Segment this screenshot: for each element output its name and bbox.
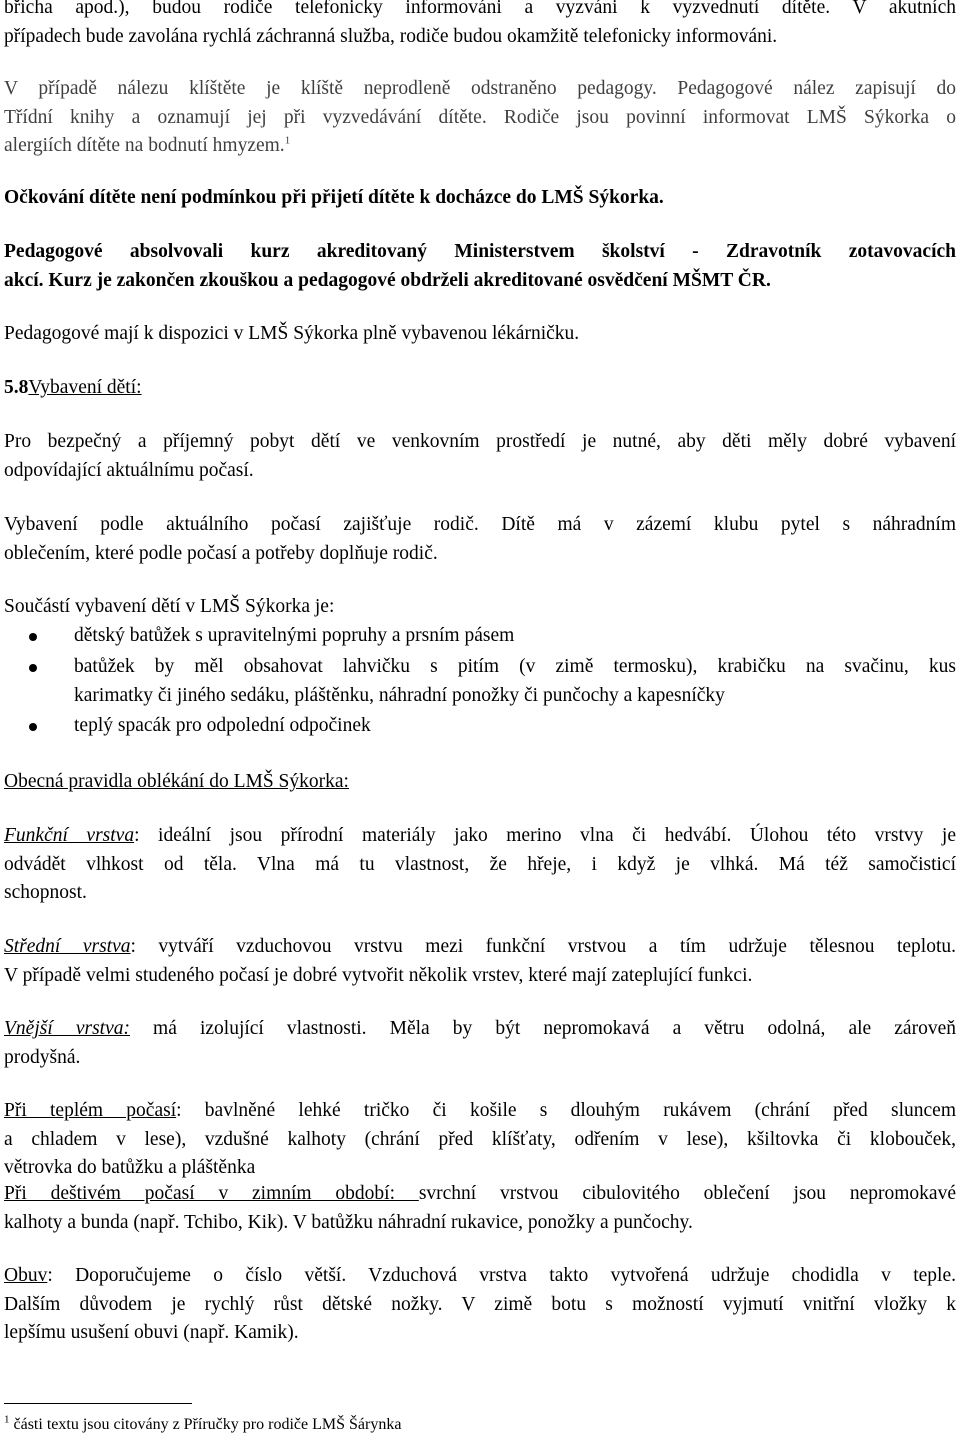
text-line: Součástí vybavení dětí v LMŠ Sýkorka je:: [4, 596, 335, 617]
paragraph-functional-layer: [4, 822, 956, 908]
text-line: schopnost.: [4, 882, 87, 903]
text-line: případech bude zavolána rychlá záchranná služba, rodiče budou okamžitě telefonicky informováni.: [4, 25, 778, 47]
text-line: [4, 933, 956, 962]
text-fragment: svrchní vrstvou cibulovitého oblečení jsou nepromokavé: [418, 1183, 956, 1204]
bullet-icon: [29, 633, 37, 641]
section-number: 5.8: [4, 377, 29, 398]
layer-label: Vnější vrstva:: [4, 1018, 130, 1039]
list-item: [74, 622, 956, 651]
text-line: [4, 1097, 956, 1126]
text-line: Pedagogové mají k dispozici v LMŠ Sýkorka plně vybavenou lékárničku.: [4, 323, 580, 344]
text-line: [4, 1262, 956, 1291]
bullet-icon: [29, 723, 37, 731]
text-line: Očkování dítěte není podmínkou při přijetí dítěte k docházce do LMŠ Sýkorka.: [4, 187, 664, 208]
text-fragment: alergiích dítěte na bodnutí hmyzem.: [4, 135, 285, 156]
list-item: [74, 653, 956, 710]
text-fragment: : bavlněné lehké tričko či košile s dlouhým rukávem (chrání před sluncem: [176, 1100, 956, 1121]
paragraph-warm-weather: [4, 1097, 956, 1183]
text-line: odvádět vlhkost od těla. Vlna má tu vlastnost, že hřeje, i když je vlhká. Má též samočisticí: [4, 853, 956, 875]
text-line: Třídní knihy a oznamují jej při vyzvedávání dítěte. Rodiče jsou povinní informovat LMŠ Sýkorka o: [4, 106, 956, 128]
text-line: Obecná pravidla oblékání do LMŠ Sýkorka:: [4, 771, 349, 792]
text-line: V případě nálezu klíštěte je klíště neprodleně odstraněno pedagogy. Pedagogové nález zapisují do: [4, 78, 956, 99]
text-line: Dalším důvodem je rychlý růst dětské nožky. V zimě botu s možností vyjmutí vnitřní vložky k: [4, 1293, 956, 1315]
text-line: Pro bezpečný a příjemný pobyt dětí ve venkovním prostředí je nutné, aby děti měly dobré vybavení: [4, 431, 956, 452]
text-line: dětský batůžek s upravitelnými popruhy a prsním pásem: [74, 625, 515, 646]
bullet-icon: [29, 664, 37, 672]
section-heading: [4, 374, 956, 403]
paragraph-middle-layer: [4, 933, 956, 990]
text-line: Vybavení podle aktuálního počasí zajišťuje rodič. Dítě má v zázemí klubu pytel s náhradním: [4, 514, 956, 535]
paragraph-emergency: [4, 0, 956, 51]
paragraph-tick: [4, 75, 956, 161]
rules-heading: [4, 768, 956, 797]
text-line: břicha apod.), budou rodiče telefonicky informováni a vyzváni k vyzvednutí dítěte. V akutních: [4, 0, 956, 18]
list-intro: [4, 593, 956, 622]
text-line: karimatky či jiného sedáku, pláštěnku, náhradní ponožky či punčochy a kapesníčky: [74, 684, 725, 706]
footnote-number: 1: [4, 1413, 10, 1426]
footnote-text: části textu jsou citovány z Příručky pro rodiče LMŠ Šárynka: [9, 1416, 402, 1433]
paragraph-outdoor-equipment: [4, 428, 956, 485]
layer-label: Funkční vrstva: [4, 825, 135, 846]
text-line: [4, 132, 956, 161]
text-line: akcí. Kurz je zakončen zkouškou a pedagogové obdrželi akreditované osvědčení MŠMT ČR.: [4, 269, 771, 291]
weather-label: Při teplém počasí: [4, 1100, 177, 1121]
text-fragment: : ideální jsou přírodní materiály jako merino vlna či hedvábí. Úlohou této vrstvy je: [134, 825, 956, 846]
text-line: kalhoty a bunda (např. Tchibo, Kik). V batůžku náhradní rukavice, ponožky a punčochy.: [4, 1211, 693, 1233]
text-line: [4, 1180, 956, 1209]
section-title: Vybavení dětí:: [28, 377, 142, 398]
paragraph-footwear: [4, 1262, 956, 1348]
paragraph-first-aid-kit: [4, 320, 956, 349]
footwear-label: Obuv: [4, 1265, 48, 1286]
text-line: [4, 374, 956, 403]
text-line: prodyšná.: [4, 1046, 81, 1068]
text-line: oblečením, které podle počasí a potřeby doplňuje rodič.: [4, 542, 438, 564]
text-line: batůžek by měl obsahovat lahvičku s pitím (v zimě termosku), krabičku na svačinu, kus: [74, 656, 956, 677]
weather-label: Při deštivém počasí v zimním období:: [4, 1183, 419, 1204]
footnote-separator: [4, 1403, 192, 1404]
text-line: lepšímu usušení obuvi (např. Kamik).: [4, 1322, 299, 1343]
list-item: [74, 712, 956, 741]
paragraph-vaccination: [4, 184, 956, 213]
text-line: větrovka do batůžku a pláštěnka: [4, 1157, 256, 1178]
text-line: [4, 1015, 956, 1044]
text-fragment: : Doporučujeme o číslo větší. Vzduchová vrstva takto vytvořená udržuje chodidla v teple.: [47, 1265, 956, 1286]
text-line: odpovídající aktuálnímu počasí.: [4, 459, 254, 481]
footnote-reference: 1: [284, 134, 291, 147]
text-line: Pedagogové absolvovali kurz akreditovaný Ministerstvem školství - Zdravotník zotavovacích: [4, 241, 956, 262]
text-line: V případě velmi studeného počasí je dobré vytvořit několik vrstev, které mají zateplující funkci.: [4, 964, 753, 986]
layer-label: Střední vrstva: [4, 936, 131, 957]
text-line: [4, 822, 956, 851]
text-fragment: : vytváří vzduchovou vrstvu mezi funkční vrstvou a tím udržuje tělesnou teplotu.: [130, 936, 956, 957]
text-line: a chladem v lese), vzdušné kalhoty (chrání před klíšťaty, odřením v lese), kšiltovka či klobouček,: [4, 1128, 956, 1150]
paragraph-rainy-weather: [4, 1180, 956, 1237]
text-line: teplý spacák pro odpolední odpočinek: [74, 715, 371, 736]
paragraph-weather-equipment: [4, 511, 956, 568]
paragraph-outer-layer: [4, 1015, 956, 1072]
footnote: [4, 1414, 401, 1436]
text-fragment: má izolující vlastnosti. Měla by být nepromokavá a větru odolná, ale zároveň: [129, 1018, 956, 1039]
paragraph-course: [4, 238, 956, 295]
